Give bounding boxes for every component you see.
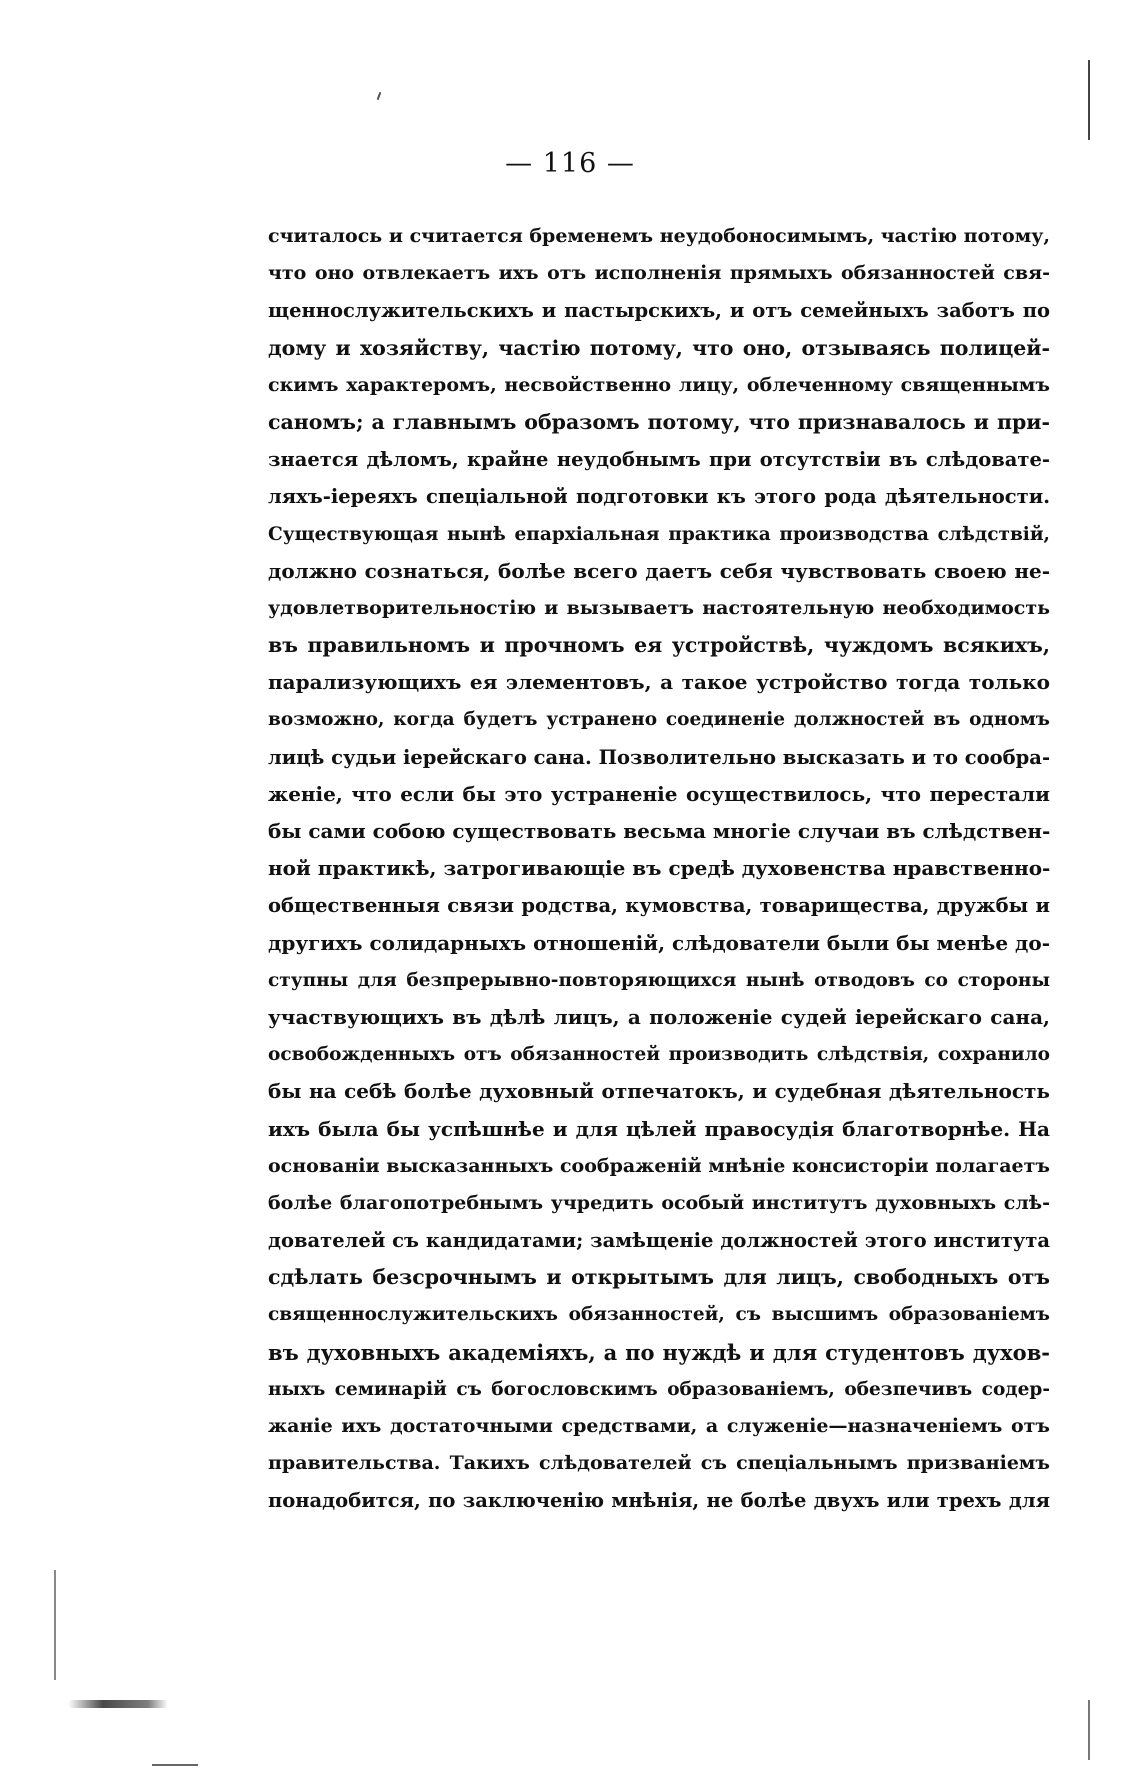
- text-line: возможно, когда будетъ устранено соединеніе должностей въ одномъ: [268, 709, 1050, 731]
- text-line: удовлетворительностію и вызываетъ настоятельную необходимость: [268, 596, 1050, 619]
- text-line: общественныя связи родства, кумовства, товарищества, дружбы и: [268, 894, 1050, 918]
- text-line: щеннослужительскихъ и пастырскихъ, и отъ семейныхъ заботъ по: [268, 299, 1050, 323]
- text-line: ной практикѣ, затрогивающіе въ средѣ духовенства нравственно-: [268, 856, 1050, 881]
- text-line: правительства. Такихъ слѣдователей съ спеціальнымъ призваніемъ: [268, 1452, 1050, 1475]
- text-line: ступны для безпрерывно-повторяющихся нынѣ отводовъ со стороны: [268, 969, 1050, 991]
- text-line: саномъ; а главнымъ образомъ потому, что признавалось и при-: [268, 409, 1050, 434]
- text-line: сдѣлать безсрочнымъ и открытымъ для лицъ, свободныхъ отъ: [268, 1265, 1050, 1290]
- scan-margin-line: [54, 1570, 56, 1680]
- text-line: что оно отвлекаетъ ихъ отъ исполненія прямыхъ обязанностей свя-: [268, 262, 1050, 285]
- text-line: понадобится, по заключенію мнѣнія, не болѣе двухъ или трехъ для: [268, 1489, 1050, 1513]
- text-line: лицѣ судьи іерейскаго сана. Позволительно высказать и то сообра-: [268, 745, 1050, 769]
- text-line: ныхъ семинарій съ богословскимъ образованіемъ, обезпечивъ содер-: [268, 1378, 1050, 1400]
- text-line: ляхъ-іереяхъ спеціальной подготовки къ этого рода дѣятельности.: [268, 485, 1050, 509]
- text-line: бы сами собою существовать весьма многіе случаи въ слѣдствен-: [268, 819, 1050, 843]
- text-line: знается дѣломъ, крайне неудобнымъ при отсутствіи въ слѣдовате-: [268, 448, 1050, 472]
- text-line: священнослужительскихъ обязанностей, съ высшимъ образованіемъ: [268, 1304, 1050, 1326]
- text-line: жаніе ихъ достаточными средствами, а служеніе—назначеніемъ отъ: [268, 1415, 1050, 1437]
- text-line: дователей съ кандидатами; замѣщеніе должностей этого института: [268, 1229, 1050, 1253]
- text-line: скимъ характеромъ, несвойственно лицу, облеченному священнымъ: [268, 373, 1050, 396]
- text-line: парализующихъ ея элементовъ, а такое устройство тогда только: [268, 670, 1050, 695]
- scan-edge-line-bottom: [1088, 1700, 1090, 1760]
- text-line: основаніи высказанныхъ соображеній мнѣніе консисторіи полагаетъ: [268, 1154, 1050, 1177]
- scan-speck: [377, 92, 382, 100]
- text-line: ихъ была бы успѣшнѣе и для цѣлей правосудія благотворнѣе. На: [268, 1116, 1050, 1141]
- text-line: болѣе благопотребнымъ учредить особый институтъ духовныхъ слѣ-: [268, 1191, 1050, 1214]
- scan-ink-smudge: [68, 1700, 168, 1708]
- text-line: участвующихъ въ дѣлѣ лицъ, а положеніе судей іерейскаго сана,: [268, 1004, 1050, 1029]
- text-line: женіе, что если бы это устраненіе осуществилось, что перестали: [268, 781, 1050, 806]
- text-line: бы на себѣ болѣе духовный отпечатокъ, и судебная дѣятельность: [268, 1079, 1050, 1104]
- text-line: въ правильномъ и прочномъ ея устройствѣ, чуждомъ всякихъ,: [268, 633, 1050, 658]
- body-text: [268, 218, 1050, 1520]
- text-line: должно сознаться, болѣе всего даетъ себя чувствовать своею не-: [268, 558, 1050, 583]
- scan-margin-tick: [152, 1764, 198, 1766]
- text-line: считалось и считается бременемъ неудобоносимымъ, частію потому,: [268, 225, 1050, 247]
- page-number: — 116 —: [505, 148, 635, 179]
- text-line: освобожденныхъ отъ обязанностей производить слѣдствія, сохранило: [268, 1044, 1050, 1066]
- text-line: дому и хозяйству, частію потому, что оно, отзываясь полицей-: [268, 335, 1050, 360]
- scan-edge-line: [1088, 60, 1090, 140]
- text-line: въ духовныхъ академіяхъ, а по нуждѣ и для студентовъ духов-: [268, 1339, 1050, 1365]
- text-line: Существующая нынѣ епархіальная практика производства слѣдствій,: [268, 523, 1050, 545]
- text-line: другихъ солидарныхъ отношеній, слѣдователи были бы менѣе до-: [268, 930, 1050, 955]
